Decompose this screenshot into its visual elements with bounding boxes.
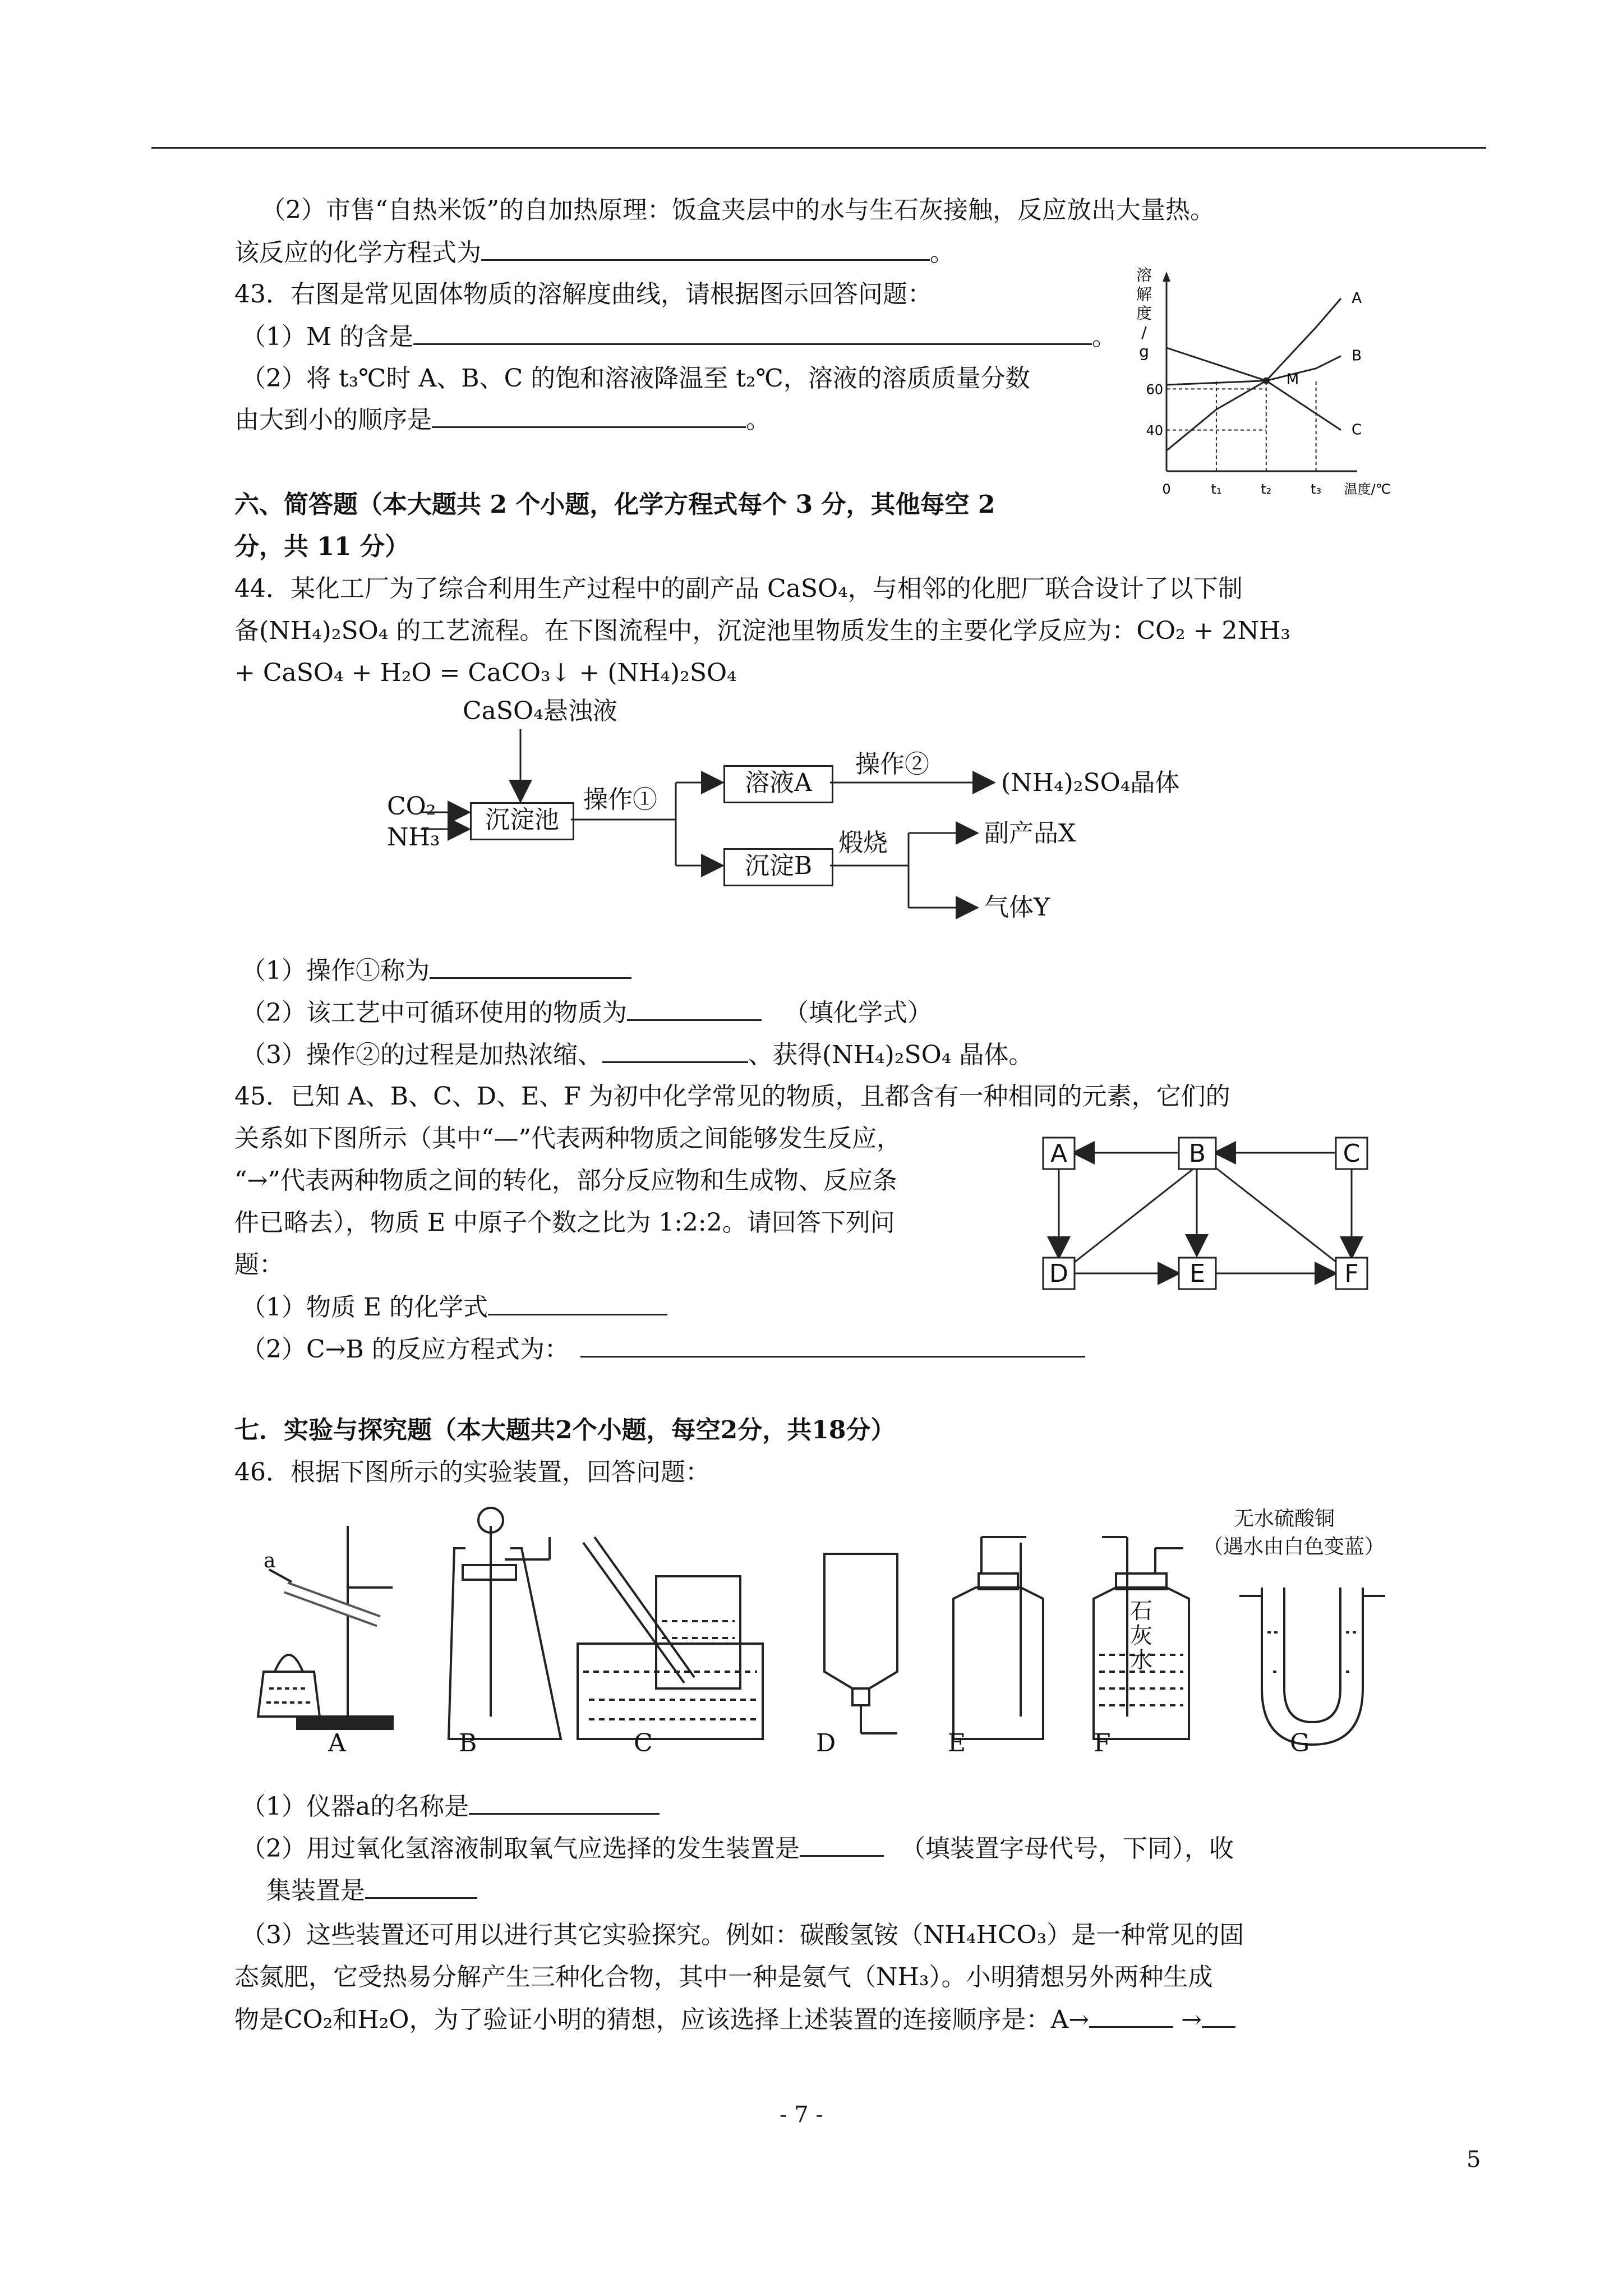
apparatus-label-a: A	[328, 1729, 346, 1757]
q46-stem: 46．根据下图所示的实验装置，回答问题：	[234, 1458, 710, 1487]
node-f-label: F	[1344, 1259, 1359, 1288]
q46-sub3-line3: 物是CO₂和H₂O，为了验证小明的猜想，应该选择上述装置的连接顺序是：A→ →	[234, 2003, 1235, 2037]
g-note-line1: 无水硫酸铜	[1234, 1507, 1335, 1530]
chart-xtick-label: 0	[1162, 481, 1171, 497]
q45-line5: 题：	[234, 1250, 284, 1279]
q42-2-prefix: 该反应的化学方程式为	[234, 238, 481, 267]
q44-sub3: （3）操作②的过程是加热浓缩、 、获得(NH₄)₂SO₄ 晶体。	[241, 1038, 1033, 1072]
q42-2-line2: 该反应的化学方程式为 。	[234, 236, 955, 270]
flow-product-label: (NH₄)₂SO₄晶体	[1001, 769, 1180, 797]
chart-y-arrow	[1163, 272, 1170, 282]
q45-line3: “→”代表两种物质之间的转化，部分反应物和生成物、反应条	[234, 1166, 897, 1195]
section6-title-line1: 六、简答题（本大题共 2 个小题，化学方程式每个 3 分，其他每空 2	[234, 490, 995, 519]
chart-point-m	[1263, 378, 1270, 384]
q44-sub1-blank[interactable]	[430, 954, 631, 979]
q43-sub2-line1: （2）将 t₃℃时 A、B、C 的饱和溶液降温至 t₂℃，溶液的溶质质量分数	[241, 364, 1030, 393]
chart-series-label-b: B	[1352, 347, 1362, 365]
q45-line4: 件已略去），物质 E 中原子个数之比为 1:2:2。请回答下列问	[234, 1208, 895, 1237]
apparatus-g-drawing	[1239, 1588, 1385, 1745]
q42-2-answer-blank[interactable]	[481, 236, 930, 261]
q46-sub1: （1）仪器a的名称是	[241, 1789, 660, 1824]
chart-point-m-label: M	[1286, 371, 1299, 388]
node-a-label: A	[1050, 1139, 1068, 1168]
flow-input-co2: CO₂	[387, 792, 436, 821]
flow-solution-a-box: 溶液A	[723, 765, 833, 803]
q44-line1: 44．某化工厂为了综合利用生产过程中的副产品 CaSO₄，与相邻的化肥厂联合设计了以下制	[234, 574, 1243, 603]
apparatus-e-drawing	[953, 1537, 1043, 1739]
section7-title: 七．实验与探究题（本大题共2个小题，每空2分，共18分）	[234, 1416, 896, 1444]
q46-sub1-blank[interactable]	[469, 1789, 660, 1815]
chart-xtick-label: t₁	[1211, 481, 1222, 497]
q44-sub2-blank[interactable]	[627, 996, 762, 1021]
flow-op1-label: 操作①	[583, 785, 657, 814]
page-number-center: - 7 -	[780, 2102, 823, 2128]
chart-ylabel-char: 度	[1136, 304, 1152, 323]
apparatus-b-drawing	[449, 1508, 561, 1739]
apparatus-label-d: D	[816, 1729, 836, 1757]
flow-op2-label: 操作②	[855, 750, 929, 779]
q46-sub2-blank1[interactable]	[800, 1832, 884, 1857]
flow-precipitate-b-box: 沉淀B	[723, 848, 833, 886]
page-number-corner: 5	[1467, 2147, 1481, 2173]
q43-sub2-line2: 由大到小的顺序是 。	[234, 403, 771, 437]
flow-feed-label: CaSO₄悬浊液	[463, 697, 617, 725]
chart-ytick-label: 40	[1146, 422, 1163, 439]
q44-sub3-blank[interactable]	[602, 1038, 748, 1063]
q45-sub1-blank[interactable]	[488, 1290, 667, 1315]
apparatus-label-f: F	[1094, 1729, 1111, 1757]
header-rule	[151, 147, 1486, 149]
q44-line3: + CaSO₄ + H₂O = CaCO₃↓ + (NH₄)₂SO₄	[234, 659, 737, 687]
q45-line1: 45．已知 A、B、C、D、E、F 为初中化学常见的物质，且都含有一种相同的元素，它们的	[234, 1082, 1230, 1111]
apparatus-label-e: E	[948, 1729, 966, 1757]
q44-sub1: （1）操作①称为	[241, 954, 631, 988]
chart-series-label-a: A	[1352, 290, 1362, 307]
apparatus-a-part-label: a	[264, 1549, 276, 1572]
q42-2-line1: （2）市售“自热米饭”的自加热原理：饭盒夹层中的水与生石灰接触，反应放出大量热。	[261, 196, 1215, 224]
q43-sub1: （1）M 的含是 。	[241, 320, 1117, 354]
q45-sub2: （2）C→B 的反应方程式为：	[241, 1332, 1085, 1366]
node-d-label: D	[1049, 1259, 1068, 1288]
q45-line2: 关系如下图所示（其中“—”代表两种物质之间能够发生反应，	[234, 1124, 901, 1153]
apparatus-label-g: G	[1290, 1729, 1310, 1757]
q46-sub2-blank2[interactable]	[365, 1874, 477, 1899]
q43-sub1-blank[interactable]	[413, 320, 1092, 345]
chart-ylabel-char: g	[1139, 342, 1149, 361]
flow-byproduct-label: 副产品X	[984, 819, 1076, 848]
q45-sub2-blank[interactable]	[580, 1332, 1085, 1358]
q45-relation-diagram	[1026, 1128, 1391, 1296]
limewater-label: 石灰水	[1130, 1598, 1152, 1673]
flow-tank-box: 沉淀池	[470, 802, 574, 840]
node-e-label: E	[1189, 1259, 1205, 1288]
chart-xtick-label: t₂	[1261, 481, 1272, 497]
chart-xlabel: 温度/℃	[1344, 481, 1391, 497]
q44-sub2: （2）该工艺中可循环使用的物质为 （填化学式）	[241, 996, 932, 1030]
q46-sub3-blank1[interactable]	[1089, 2003, 1173, 2028]
q46-sub2-line2: 集装置是	[266, 1874, 477, 1908]
q43-stem: 43．右图是常见固体物质的溶解度曲线，请根据图示回答问题：	[234, 280, 932, 309]
q44-line2: 备(NH₄)₂SO₄ 的工艺流程。在下图流程中，沉淀池里物质发生的主要化学反应为：CO₂ + 2NH₃	[234, 616, 1291, 645]
g-note-line2: （遇水由白色变蓝）	[1203, 1535, 1385, 1558]
flow-input-nh3: NH₃	[387, 823, 440, 852]
section6-title-line2: 分，共 11 分）	[234, 532, 409, 561]
q45-sub1: （1）物质 E 的化学式	[241, 1290, 667, 1324]
chart-ylabel-char: 解	[1136, 285, 1152, 303]
apparatus-label-b: B	[459, 1729, 477, 1757]
apparatus-d-drawing	[824, 1554, 897, 1733]
chart-series-line-b	[1166, 356, 1341, 385]
apparatus-c-drawing	[578, 1537, 763, 1739]
chart-ylabel-char: /	[1141, 323, 1147, 342]
q46-sub2-line1: （2）用过氧化氢溶液制取氧气应选择的发生装置是 （填装置字母代号，下同），收	[241, 1832, 1234, 1866]
q46-sub3-line2: 态氮肥，它受热易分解产生三种化合物，其中一种是氨气（NH₃）。小明猜想另外两种生成	[234, 1963, 1213, 1991]
chart-series-line-a	[1166, 298, 1341, 450]
chart-series-label-c: C	[1352, 421, 1362, 439]
apparatus-label-c: C	[634, 1729, 653, 1757]
chart-ytick-label: 60	[1146, 381, 1163, 398]
node-b-label: B	[1188, 1139, 1206, 1168]
q43-sub2-blank[interactable]	[432, 403, 746, 428]
chart-xtick-label: t₃	[1311, 481, 1322, 497]
chart-ylabel-char: 溶	[1136, 266, 1152, 284]
flow-calcine-label: 煅烧	[838, 829, 888, 857]
q46-sub3-line1: （3）这些装置还可用以进行其它实验探究。例如：碳酸氢铵（NH₄HCO₃）是一种常见的固	[241, 1921, 1244, 1949]
apparatus-a-drawing	[258, 1526, 393, 1729]
q46-sub3-blank2[interactable]	[1202, 2003, 1235, 2028]
flow-gas-label: 气体Y	[984, 893, 1050, 922]
node-c-label: C	[1343, 1139, 1361, 1168]
solubility-chart	[1133, 264, 1391, 499]
